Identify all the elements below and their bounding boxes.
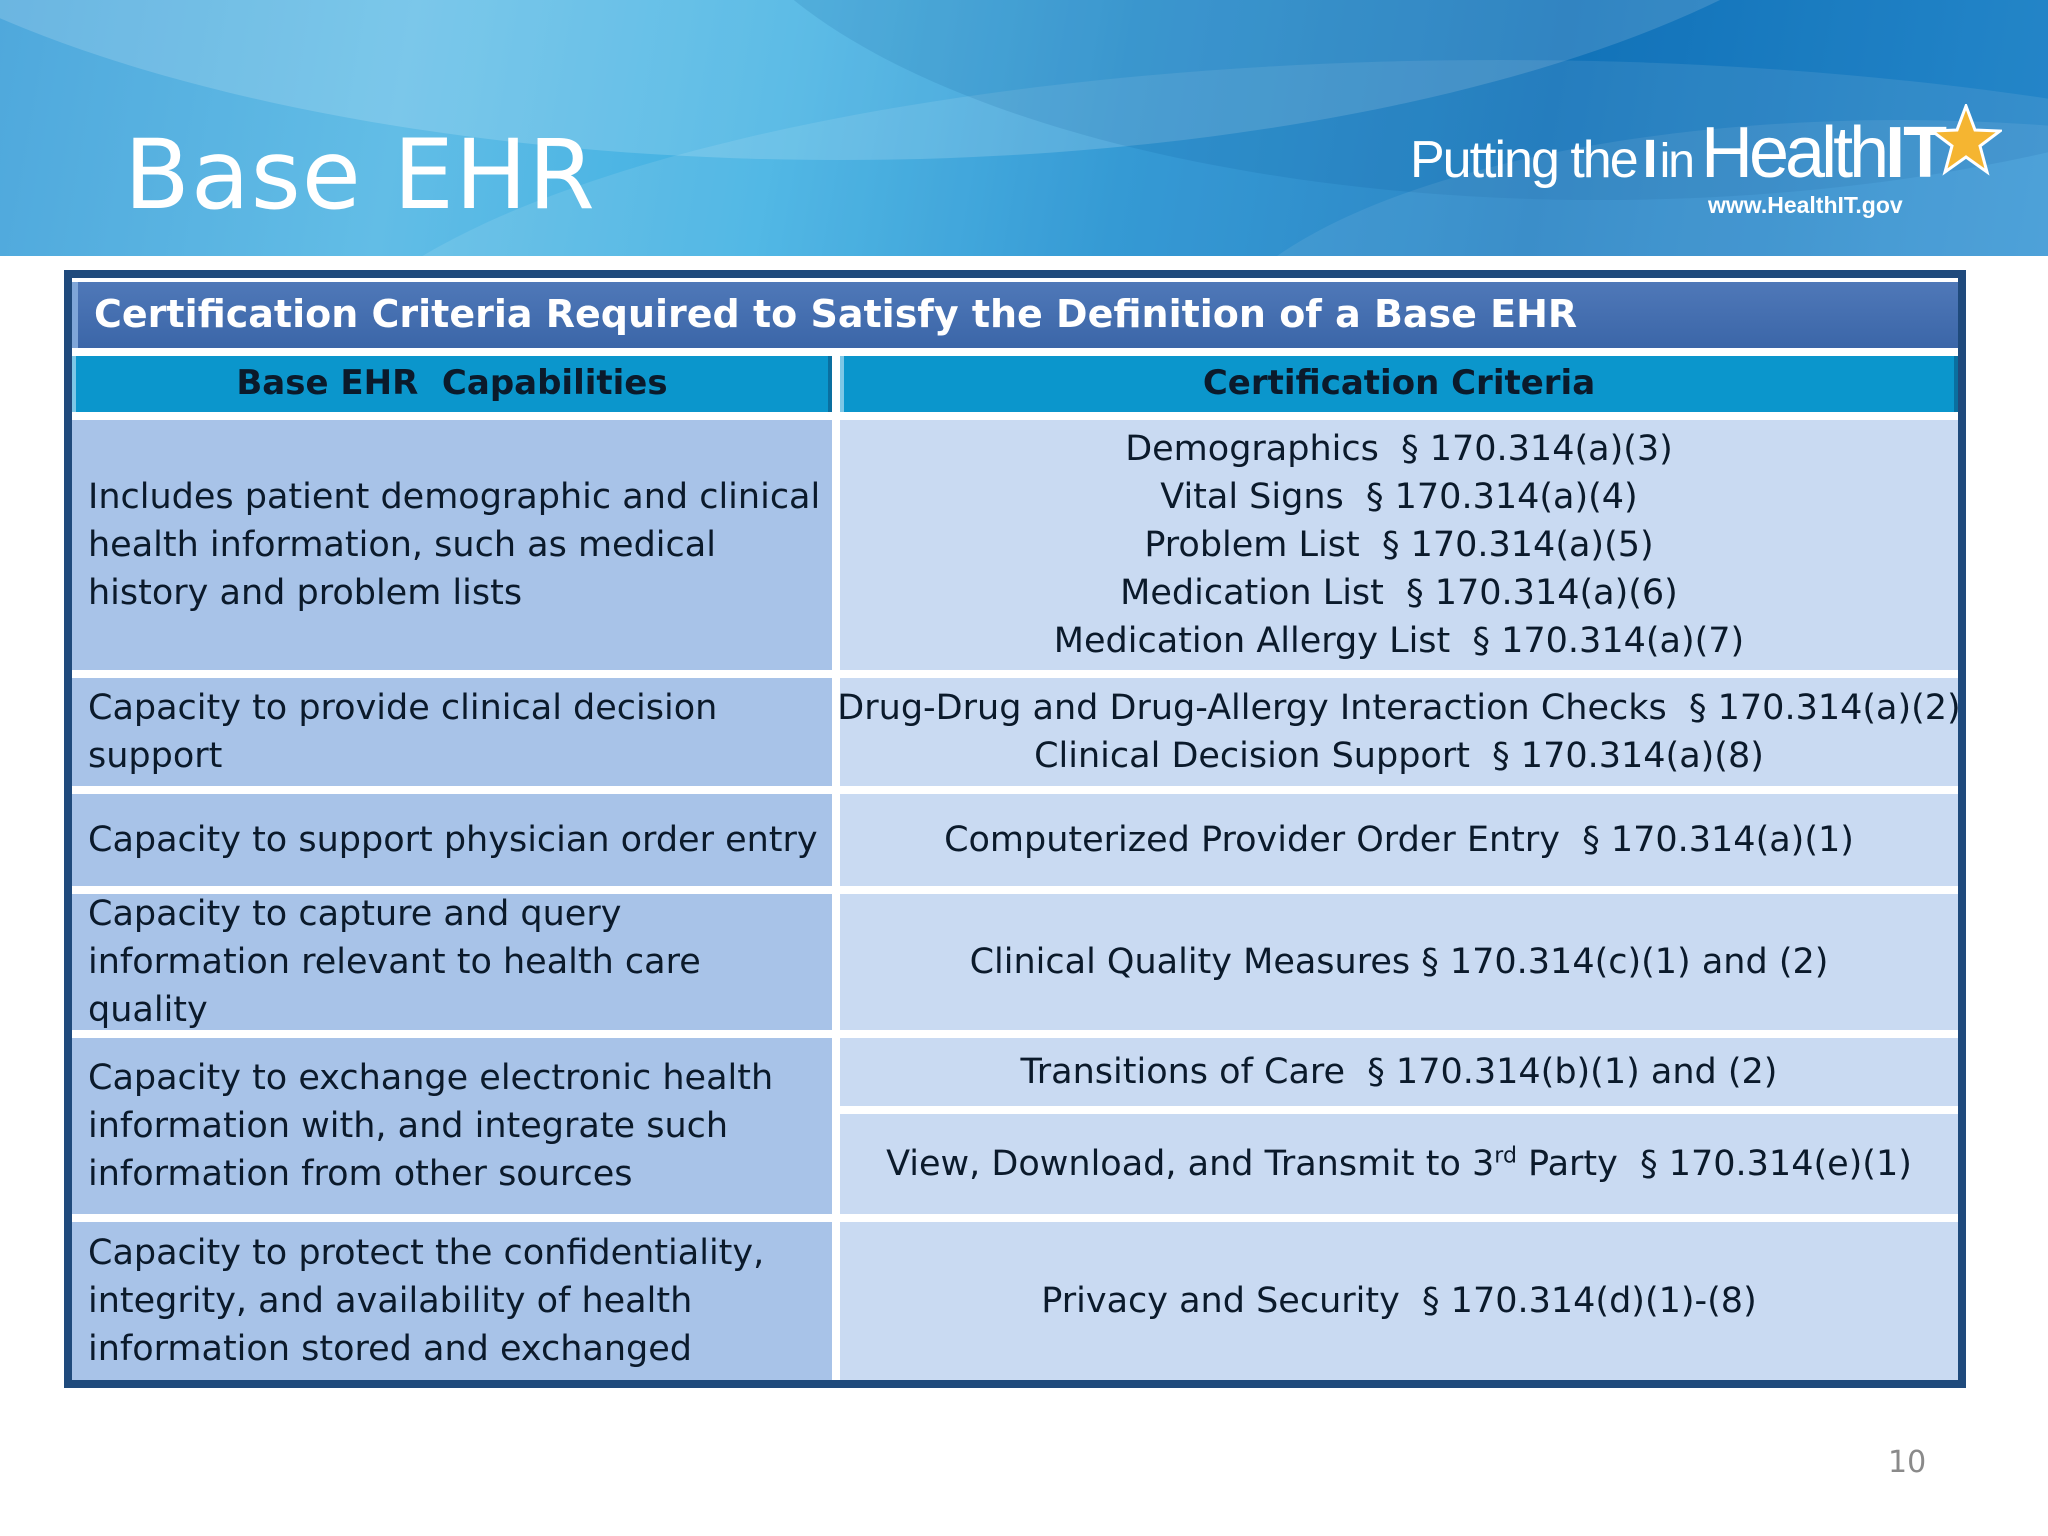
table-row-criteria (840, 894, 1958, 1030)
criteria-item (886, 1140, 1912, 1188)
column-header-criteria: Certification Criteria (840, 356, 1958, 412)
logo-text-i: I (1642, 129, 1656, 189)
table-row-criteria (840, 1038, 1958, 1106)
logo-text-putting-the: Putting the (1410, 131, 1637, 189)
criteria-item: Medication Allergy List § 170.314(a)(7) (1053, 621, 1745, 661)
capability-text: Capacity to provide clinical decision support (88, 688, 718, 776)
table-row-capability (72, 678, 832, 786)
table-row-capability (72, 894, 832, 1030)
table-row-capability (72, 1222, 832, 1380)
table-row-capability (72, 420, 832, 670)
criteria-item: Clinical Quality Measures § 170.314(c)(1) and (2) (969, 942, 1829, 982)
criteria-item-part: View, Download, and Transmit to 3 (886, 1144, 1495, 1184)
criteria-item: Vital Signs § 170.314(a)(4) (1160, 477, 1638, 517)
table-banner-title: Certification Criteria Required to Satisfy the Definition of a Base EHR (94, 292, 1578, 336)
criteria-table (64, 270, 1966, 1388)
criteria-item: Clinical Decision Support § 170.314(a)(8) (1034, 736, 1764, 776)
table-banner (72, 282, 1958, 348)
table-row-criteria (840, 1114, 1958, 1214)
capability-text: Capacity to capture and query information relevant to health care quality (88, 894, 701, 1030)
table-row-criteria (840, 794, 1958, 886)
capability-text: Includes patient demographic and clinical health information, such as medical history and problem lists (88, 477, 821, 613)
table-row-criteria (837, 678, 1961, 786)
header-banner (0, 0, 2048, 256)
criteria-item: Privacy and Security § 170.314(d)(1)-(8) (1041, 1281, 1757, 1321)
table-row-criteria (840, 1222, 1958, 1380)
criteria-item: Drug-Drug and Drug-Allergy Interaction Checks § 170.314(a)(2) (837, 688, 1961, 728)
page-number: 10 (1888, 1445, 1927, 1480)
criteria-item: Computerized Provider Order Entry § 170.314(a)(1) (944, 820, 1854, 860)
criteria-item: Demographics § 170.314(a)(3) (1125, 429, 1673, 469)
capability-text: Capacity to protect the confidentiality, integrity, and availability of health information stored and exchanged (88, 1233, 765, 1369)
page-title: Base EHR (124, 119, 596, 231)
logo-wordmark (1410, 112, 1945, 194)
logo-text-in: in (1659, 135, 1693, 188)
criteria-item: Medication List § 170.314(a)(6) (1120, 573, 1678, 613)
logo-text-it: IT (1885, 113, 1946, 193)
star-icon (1930, 104, 2002, 176)
table-row-criteria (840, 420, 1958, 670)
table-row-capability (72, 794, 832, 886)
criteria-item: Problem List § 170.314(a)(5) (1144, 525, 1654, 565)
criteria-item: Transitions of Care § 170.314(b)(1) and (2) (1020, 1052, 1778, 1092)
capability-text: Capacity to support physician order entry (88, 820, 818, 860)
healthit-logo[interactable] (1410, 104, 2010, 224)
ordinal-suffix: rd (1494, 1143, 1517, 1169)
capability-text: Capacity to exchange electronic health information with, and integrate such information from other sources (88, 1058, 774, 1194)
column-header-capabilities: Base EHR Capabilities (72, 356, 832, 412)
criteria-item-part: Party § 170.314(e)(1) (1516, 1144, 1912, 1184)
logo-text-health: Health (1701, 113, 1886, 193)
logo-url[interactable]: www.HealthIT.gov (1708, 192, 1903, 218)
table-row-capability (72, 1038, 832, 1214)
criteria-table-body (72, 278, 1961, 1380)
